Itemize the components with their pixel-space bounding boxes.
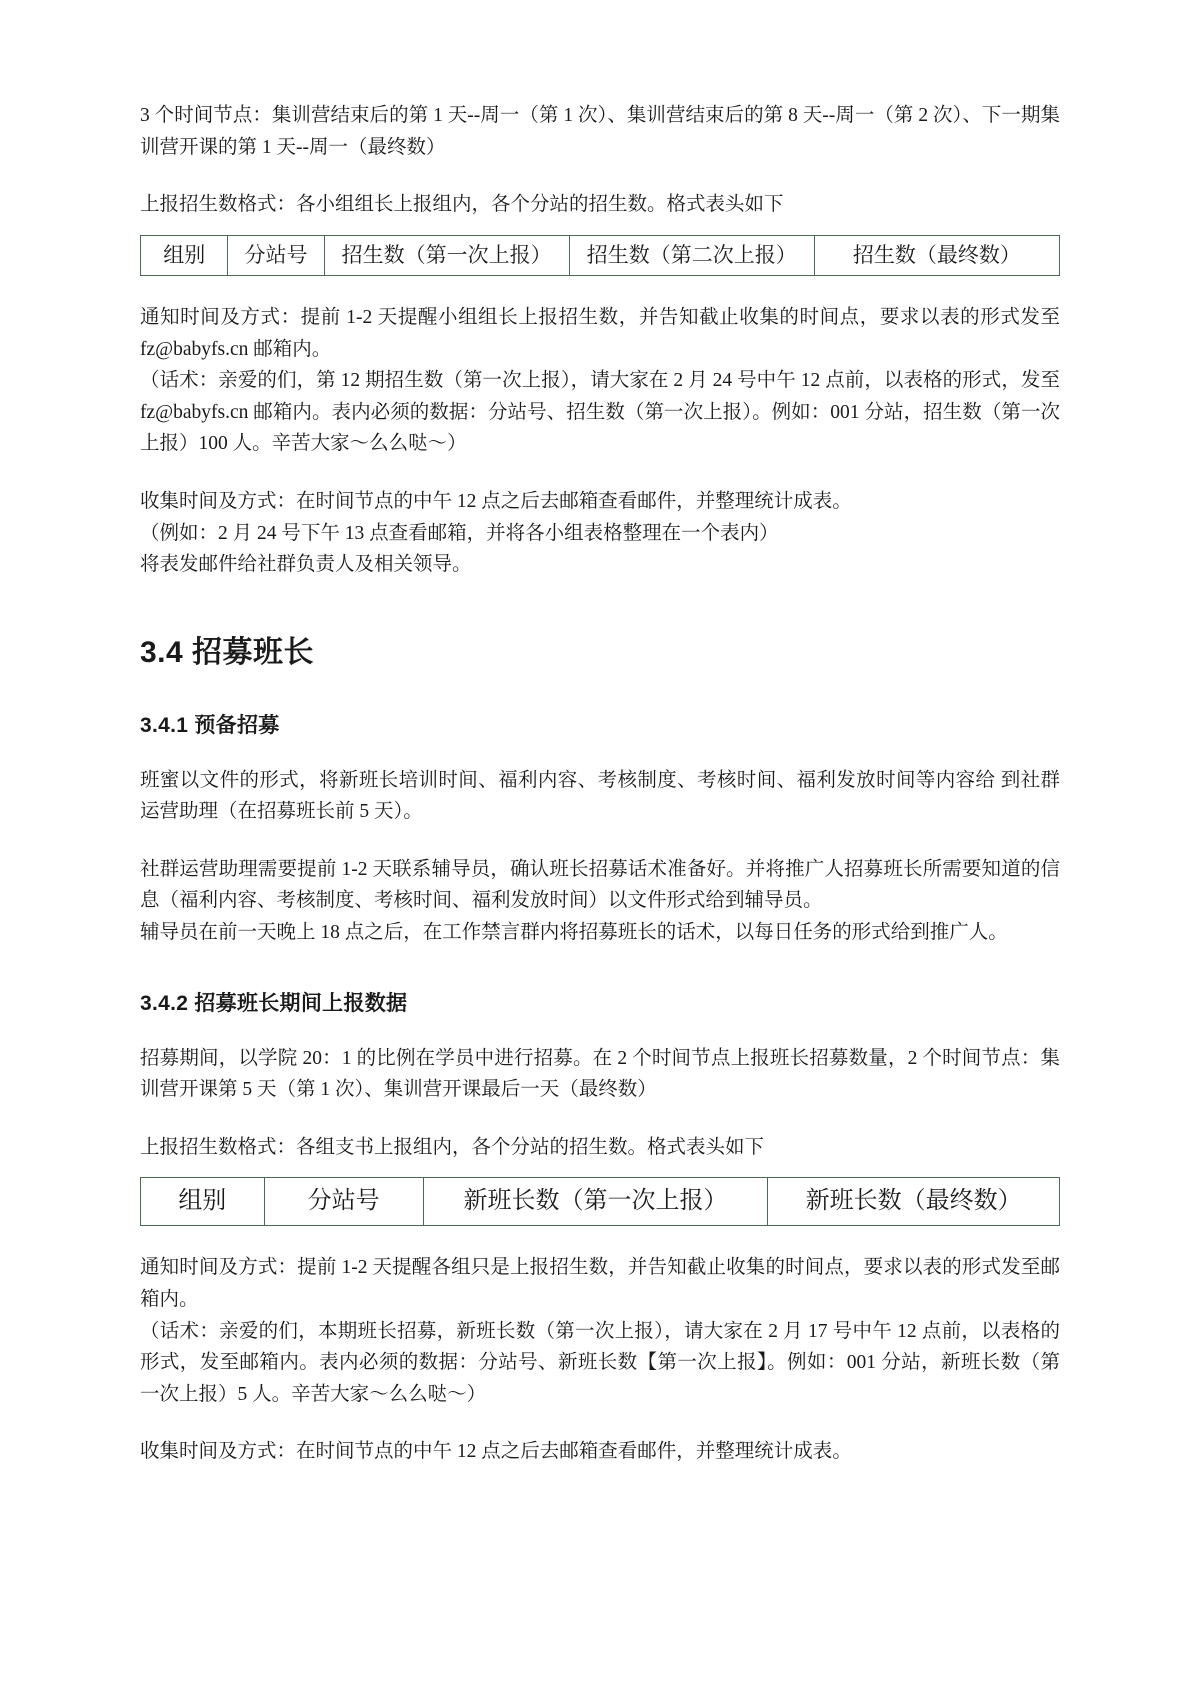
paragraph-notify-method [140,302,1060,460]
paragraph-text: 班蜜以文件的形式，将新班长培训时间、福利内容、考核制度、考核时间、福利发放时间等内容给 到社群运营助理（在招募班长前 5 天）。 [140,769,1060,823]
paragraph-notify-method-2 [140,1252,1060,1410]
paragraph-text: 上报招生数格式：各组支书上报组内，各个分站的招生数。格式表头如下 [140,1136,765,1158]
enrollment-header-table [140,235,1060,276]
paragraph-time-nodes [140,100,1060,163]
paragraph-collect-method-2 [140,1436,1060,1468]
paragraph-recruit-period [140,1043,1060,1106]
table-header-cell: 组别 [141,235,228,275]
table-header-cell: 分站号 [228,235,324,275]
paragraph-text: 社群运营助理需要提前 1-2 天联系辅导员，确认班长招募话术准备好。并将推广人招募班长所需要知道的信息（福利内容、考核制度、考核时间、福利发放时间）以文件形式给到辅导员。 [140,858,1060,912]
table-header-cell: 组别 [141,1178,265,1226]
paragraph-collect-method [140,486,1060,581]
paragraph-text: 通知时间及方式：提前 1-2 天提醒各组只是上报招生数，并告知截止收集的时间点，要求以表的形式发至邮箱内。 [140,1257,1060,1311]
heading-3-4-1: 3.4.1 预备招募 [140,713,280,737]
table-header-cell: 招生数（最终数） [814,235,1059,275]
paragraph-script-text: （话术：亲爱的们，第 12 期招生数（第一次上报），请大家在 2 月 24 号中午 12 点前，以表格的形式，发至 fz@babyfs.cn 邮箱内。表内必须的数据：分站号、招生数（第一次上报）。例如：001 分站，招生数（第一次上报）100 人。辛苦大家〜么么哒〜） [140,370,1060,455]
table-row [141,235,1060,275]
paragraph-banmi-file [140,765,1060,828]
paragraph-text: 3 个时间节点：集训营结束后的第 1 天--周一（第 1 次）、集训营结束后的第 8 天--周一（第 2 次）、下一期集训营开课的第 1 天--周一（最终数） [140,105,1060,158]
table-header-cell: 分站号 [264,1178,423,1226]
heading-3-4-2: 3.4.2 招募班长期间上报数据 [140,991,408,1015]
paragraph-report-format [140,189,1060,221]
paragraph-assistant-contact [140,854,1060,949]
table-row [141,1178,1060,1226]
paragraph-text: 上报招生数格式：各小组组长上报组内，各个分站的招生数。格式表头如下 [140,194,784,216]
monitor-header-table [140,1177,1060,1226]
paragraph-text: 通知时间及方式：提前 1-2 天提醒小组组长上报招生数，并告知截止收集的时间点，要求以表的形式发至 fz@babyfs.cn 邮箱内。 [140,307,1060,360]
paragraph-text: 招募期间，以学院 20：1 的比例在学员中进行招募。在 2 个时间节点上报班长招募数量，2 个时间节点：集训营开课第 5 天（第 1 次）、集训营开课最后一天（最终数） [140,1047,1060,1101]
paragraph-text: 收集时间及方式：在时间节点的中午 12 点之后去邮箱查看邮件，并整理统计成表。 [140,1441,852,1463]
paragraph-text: 收集时间及方式：在时间节点的中午 12 点之后去邮箱查看邮件，并整理统计成表。 [140,490,852,512]
paragraph-send-mail-text: 将表发邮件给社群负责人及相关领导。 [140,554,472,576]
table-header-cell: 新班长数（第一次上报） [423,1178,768,1226]
heading-3-4: 3.4 招募班长 [140,635,315,669]
paragraph-example-text: （例如：2 月 24 号下午 13 点查看邮箱，并将各小组表格整理在一个表内） [140,522,779,544]
paragraph-report-format-2 [140,1132,1060,1164]
paragraph-counselor-text: 辅导员在前一天晚上 18 点之后，在工作禁言群内将招募班长的话术，以每日任务的形式给到推广人。 [140,921,1008,943]
paragraph-script-text-2: （话术：亲爱的们，本期班长招募，新班长数（第一次上报），请大家在 2 月 17 号中午 12 点前，以表格的形式，发至邮箱内。表内必须的数据：分站号、新班长数【第一次上报】。例如：001 分站，新班长数（第一次上报）5 人。辛苦大家〜么么哒〜） [140,1320,1060,1405]
table-header-cell: 招生数（第二次上报） [569,235,814,275]
table-header-cell: 招生数（第一次上报） [324,235,569,275]
table-header-cell: 新班长数（最终数） [768,1178,1060,1226]
